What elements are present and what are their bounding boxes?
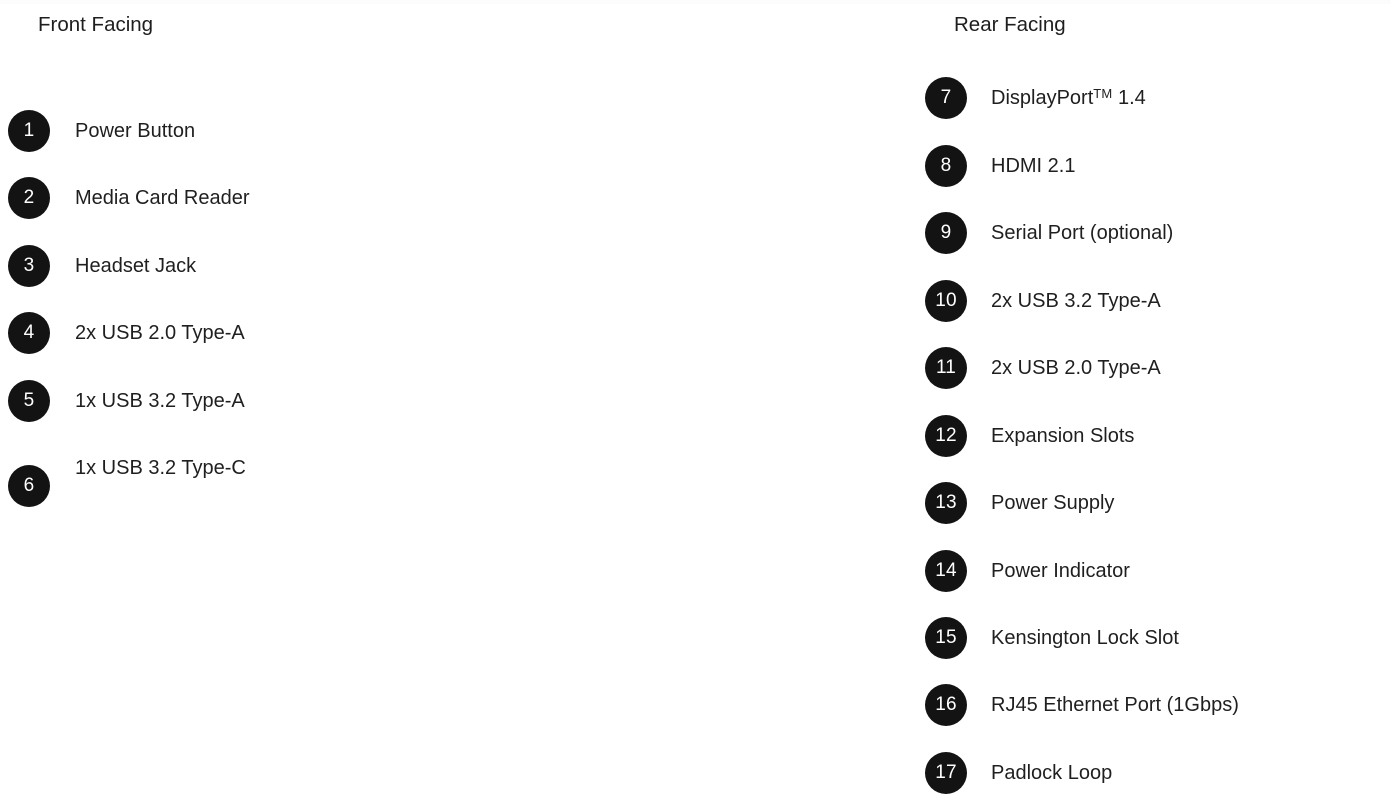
port-item-15 [925, 617, 1179, 659]
port-item-3 [8, 245, 196, 287]
item-label: HDMI 2.1 [991, 155, 1076, 177]
item-label: Padlock Loop [991, 762, 1113, 784]
item-number-badge: 5 [8, 380, 50, 422]
item-number-badge: 9 [925, 212, 967, 254]
item-label: Expansion Slots [991, 425, 1135, 447]
item-number-badge: 13 [925, 482, 967, 524]
item-number-badge: 15 [925, 617, 967, 659]
port-item-13 [925, 482, 1114, 524]
port-item-10 [925, 280, 1161, 322]
item-number-badge: 10 [925, 280, 967, 322]
item-number-badge: 2 [8, 177, 50, 219]
item-label: Serial Port (optional) [991, 222, 1174, 244]
top-edge-strip [0, 0, 1391, 4]
item-label: 2x USB 3.2 Type-A [991, 290, 1161, 312]
port-item-14 [925, 550, 1130, 592]
item-number-badge: 17 [925, 752, 967, 794]
item-number-badge: 1 [8, 110, 50, 152]
rear-facing-title: Rear Facing [954, 13, 1066, 36]
port-item-11 [925, 347, 1161, 389]
port-item-17 [925, 752, 1112, 794]
port-item-8 [925, 145, 1075, 187]
item-number-badge: 8 [925, 145, 967, 187]
item-label: 2x USB 2.0 Type-A [75, 322, 245, 344]
port-item-16 [925, 684, 1239, 726]
port-item-7 [925, 77, 1146, 119]
item-number-badge: 14 [925, 550, 967, 592]
item-number-badge: 3 [8, 245, 50, 287]
item-label [991, 86, 1146, 110]
item-label: Power Supply [991, 492, 1115, 514]
item-label: Kensington Lock Slot [991, 627, 1179, 649]
item-number-badge: 16 [925, 684, 967, 726]
item-label: RJ45 Ethernet Port (1Gbps) [991, 694, 1239, 716]
item-number-badge: 11 [925, 347, 967, 389]
port-item-4 [8, 312, 245, 354]
item-label: 1x USB 3.2 Type-C [75, 457, 246, 479]
item-number-badge: 12 [925, 415, 967, 457]
front-facing-title: Front Facing [38, 13, 154, 36]
item-number-badge: 4 [8, 312, 50, 354]
port-item-12 [925, 415, 1134, 457]
trademark-superscript: TM [1093, 86, 1113, 101]
item-label: 1x USB 3.2 Type-A [75, 390, 245, 412]
item-number-badge: 7 [925, 77, 967, 119]
port-item-2 [8, 177, 250, 219]
item-label: Power Indicator [991, 560, 1130, 582]
item-label: 2x USB 2.0 Type-A [991, 357, 1161, 379]
port-item-6 [8, 447, 246, 496]
port-item-9 [925, 212, 1173, 254]
item-label-suffix: 1.4 [1112, 87, 1146, 109]
item-label: Headset Jack [75, 255, 197, 277]
item-label: Media Card Reader [75, 187, 250, 209]
item-label: Power Button [75, 120, 196, 142]
port-item-1 [8, 110, 195, 152]
item-number-badge: 6 [8, 465, 50, 507]
item-label-base: DisplayPort [991, 87, 1094, 109]
port-item-5 [8, 380, 245, 422]
